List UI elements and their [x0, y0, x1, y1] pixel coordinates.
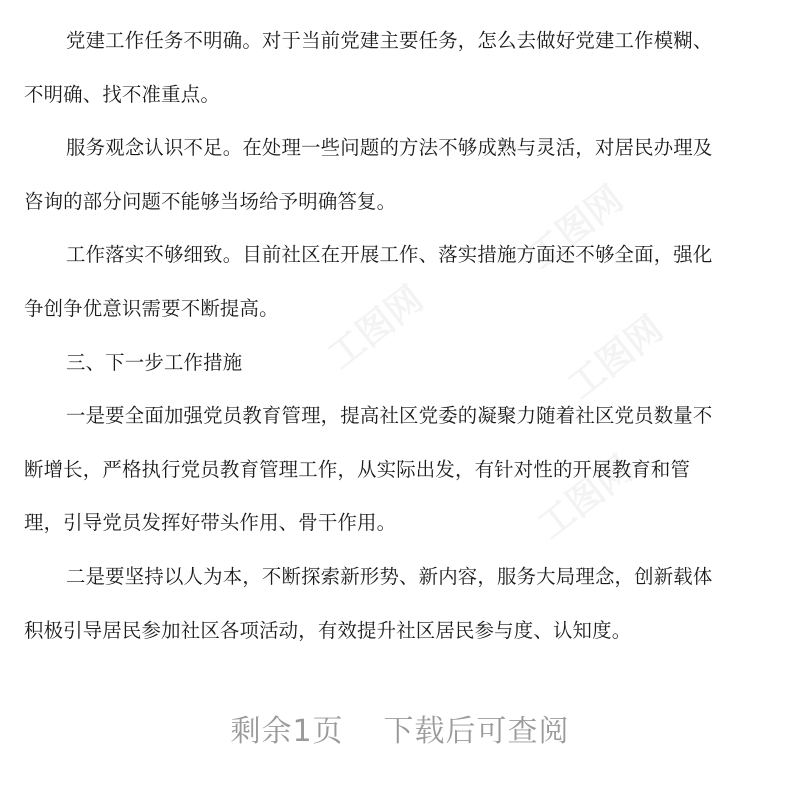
text-line: 党建工作任务不明确。对于当前党建主要任务，怎么去做好党建工作模糊、 [66, 29, 713, 52]
watermark: 工图网 [320, 278, 432, 378]
text-line: 一是要全面加强党员教育管理，提高社区党委的凝聚力随着社区党员数量不 [66, 404, 713, 428]
paragraph [24, 550, 776, 657]
paragraph [24, 228, 776, 335]
watermark: 工图网 [520, 178, 632, 278]
text-line: 积极引导居民参加社区各项活动，有效提升社区居民参与度、认知度。 [24, 618, 632, 642]
paragraph [24, 14, 776, 121]
section-heading [24, 336, 776, 390]
paragraph [24, 389, 776, 550]
text-line: 不明确、找不准重点。 [24, 82, 220, 106]
text-line: 服务观念认识不足。在处理一些问题的方法不够成熟与灵活，对居民办理及 [66, 136, 713, 160]
text-line: 咨询的部分问题不能够当场给予明确答复。 [24, 189, 397, 213]
document-body [24, 14, 776, 657]
paragraph [24, 121, 776, 228]
text-line: 三、下一步工作措施 [66, 350, 243, 374]
text-line: 理，引导党员发挥好带头作用、骨干作用。 [24, 511, 397, 535]
text-line: 工作落实不够细致。目前社区在开展工作、落实措施方面还不够全面，强化 [66, 243, 713, 267]
remaining-pages-label: 剩余1页 [230, 714, 344, 749]
text-line: 断增长，严格执行党员教育管理工作，从实际出发，有针对性的开展教育和管 [24, 457, 691, 481]
watermark: 工图网 [560, 308, 672, 408]
text-line: 二是要坚持以人为本，不断探索新形势、新内容，服务大局理念，创新载体 [66, 564, 713, 588]
text-line: 争创争优意识需要不断提高。 [24, 296, 279, 320]
watermark: 工图网 [530, 448, 642, 548]
download-prompt-banner[interactable] [0, 706, 800, 750]
download-to-view-label[interactable]: 下载后可查阅 [383, 714, 570, 749]
